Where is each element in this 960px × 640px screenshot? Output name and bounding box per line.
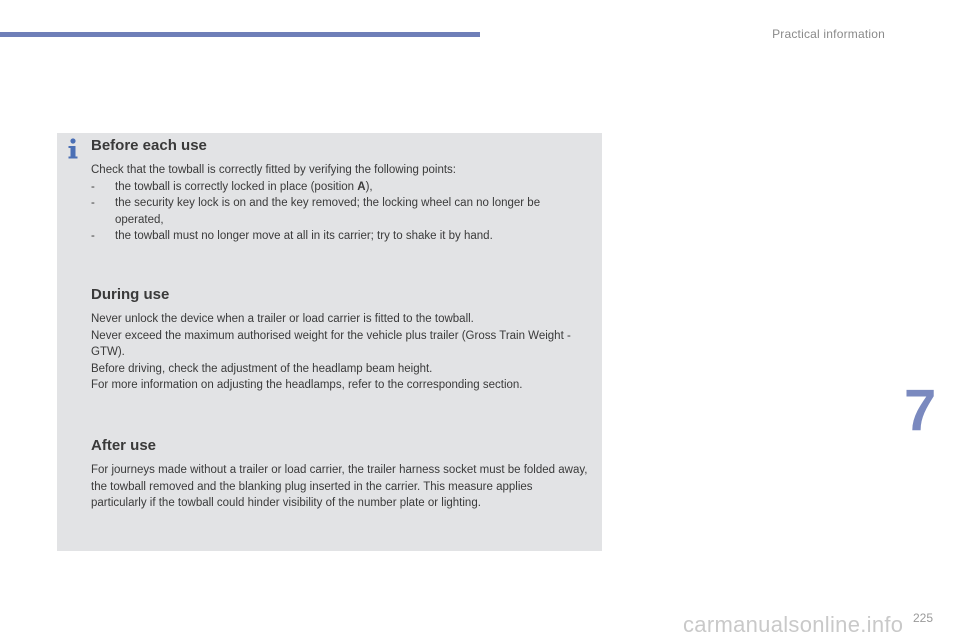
during-use-line: Never exceed the maximum authorised weight for the vehicle plus trailer (Gross Train Weight - GTW). [91, 329, 571, 358]
page-number: 225 [913, 611, 934, 625]
after-use-title: After use [91, 437, 157, 454]
watermark: carmanualsonline.info [683, 612, 904, 637]
before-use-title: Before each use [91, 137, 207, 154]
before-use-item-text: the towball is correctly locked in place (position [115, 180, 358, 193]
during-use-section [91, 286, 591, 394]
during-use-line: Before driving, check the adjustment of the headlamp beam height. [91, 362, 433, 375]
chapter-number: 7 [904, 378, 937, 443]
before-use-item-text: the towball must no longer move at all in its carrier; try to shake it by hand. [115, 230, 493, 242]
before-use-item [91, 195, 591, 228]
during-use-title: During use [91, 286, 170, 303]
bullet-dash: - [91, 197, 95, 209]
section-title: Practical information [772, 27, 885, 41]
after-use-section [91, 437, 591, 512]
before-use-intro: Check that the towball is correctly fitted by verifying the following points: [91, 164, 456, 176]
info-icon [66, 138, 80, 160]
before-use-item [91, 179, 591, 196]
header-accent-bar [0, 32, 480, 37]
before-use-section [91, 137, 591, 245]
bullet-dash: - [91, 180, 95, 193]
bullet-dash: - [91, 230, 95, 242]
during-use-line: For more information on adjusting the headlamps, refer to the corresponding section. [91, 379, 523, 391]
position-label: A [357, 180, 366, 193]
before-use-item [91, 228, 591, 245]
before-use-item-text: the security key lock is on and the key removed; the locking wheel can no longer be operated, [115, 197, 541, 226]
before-use-item-end: ), [365, 180, 373, 193]
after-use-body: For journeys made without a trailer or load carrier, the trailer harness socket must be folded away, the towball removed and the blanking plug inserted in the carrier. This measure applies particularly if the towball could hinder visibility of the number plate or lighting. [91, 464, 588, 509]
during-use-line: Never unlock the device when a trailer or load carrier is fitted to the towball. [91, 313, 474, 325]
